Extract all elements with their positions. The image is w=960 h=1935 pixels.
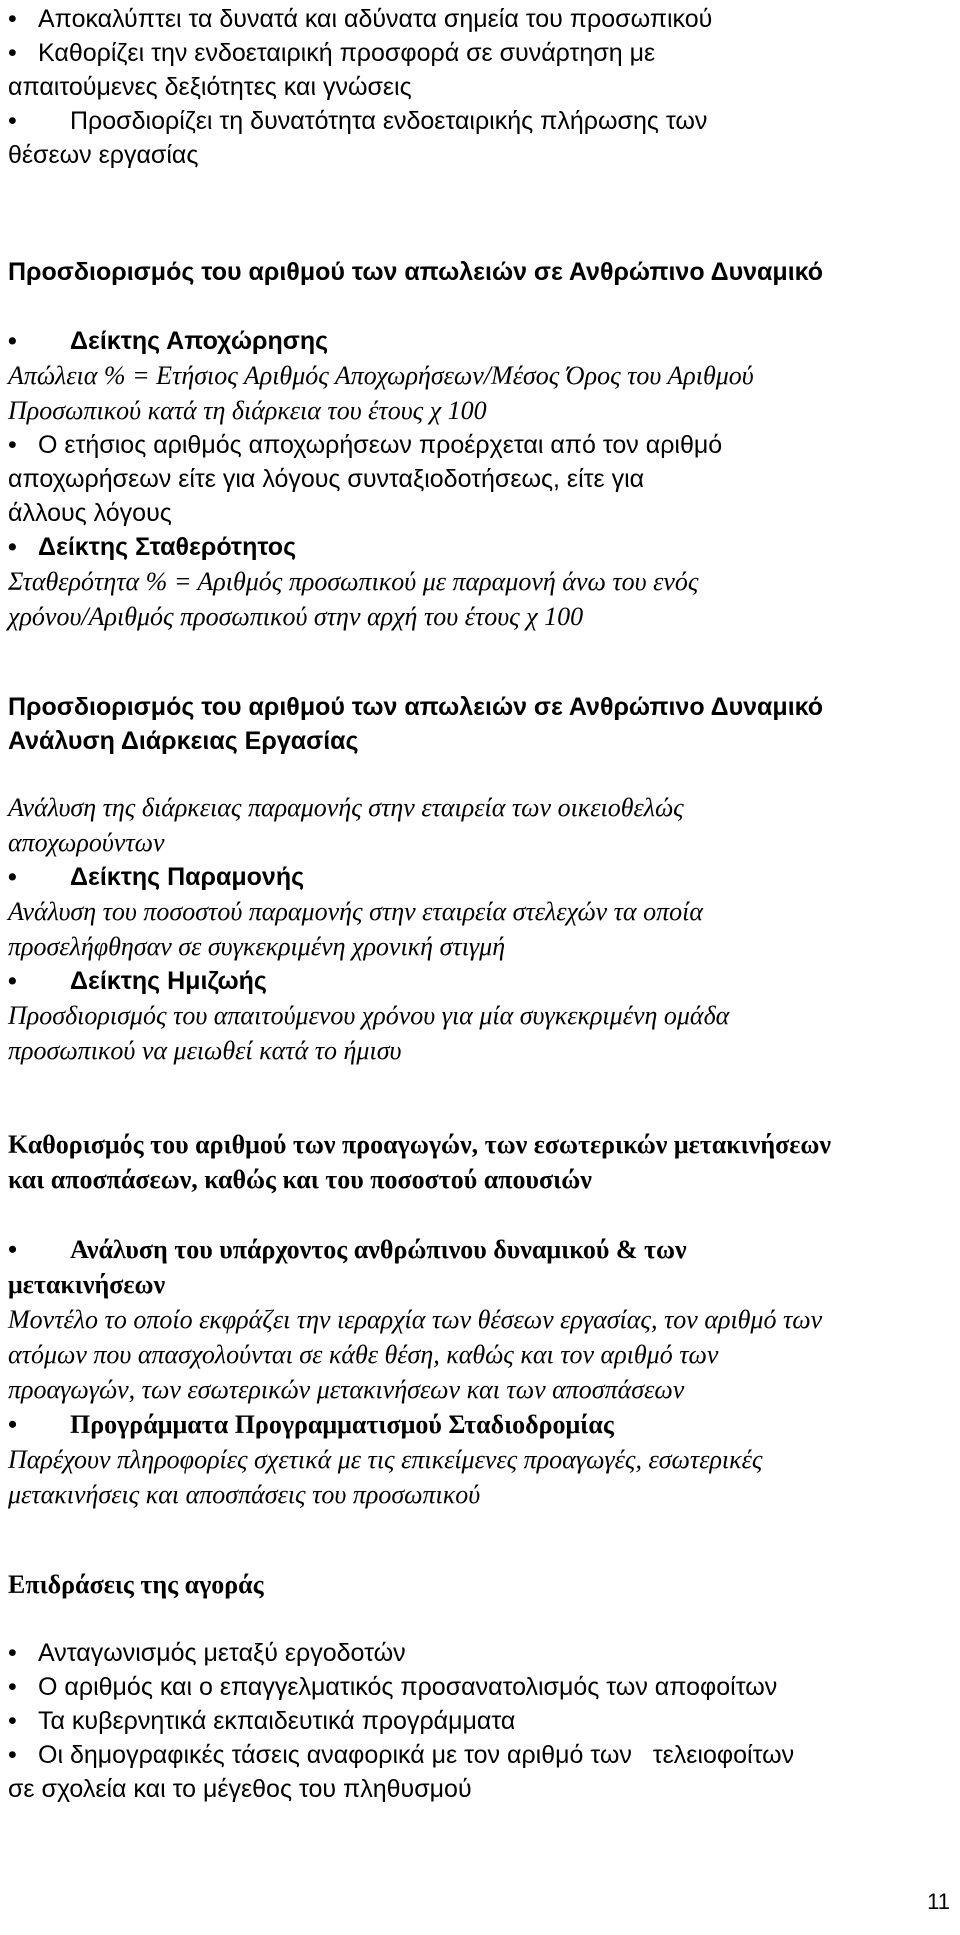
stay-text-2: προσελήφθησαν σε συγκεκριμένη χρονική στιγμή xyxy=(8,932,506,961)
intro-item-1: • Αποκαλύπτει τα δυνατά και αδύνατα σημεία του προσωπικού xyxy=(8,2,948,36)
analysis-title-1: • Ανάλυση του υπάρχοντος ανθρώπινου δυναμικού & των xyxy=(8,1232,948,1267)
withdrawal-note-3: άλλους λόγους xyxy=(8,499,172,527)
section2-body xyxy=(8,790,948,1068)
programs-title: • Προγράμματα Προγραμματισμού Σταδιοδρομίας xyxy=(8,1407,948,1442)
withdrawal-formula-2: Προσωπικού κατά τη διάρκεια του έτους χ 100 xyxy=(8,396,487,425)
bullet-icon: • xyxy=(8,1707,17,1735)
intro-item-2-cont: απαιτούμενες δεξιότητες και γνώσεις xyxy=(8,73,412,101)
analysis-text-1: Μοντέλο το οποίο εκφράζει την ιεραρχία των θέσεων εργασίας, τον αριθμό των xyxy=(8,1305,823,1334)
stay-text-1: Ανάλυση του ποσοστού παραμονής στην εταιρεία στελεχών τα οποία xyxy=(8,897,703,926)
bullet-icon: • xyxy=(8,431,17,459)
section3-heading: Καθορισμός του αριθμού των προαγωγών, των εσωτερικών μετακινήσεων και αποσπάσεων, καθώς και του ποσοστού απουσιών xyxy=(8,1130,831,1194)
intro-item-2: • Καθορίζει την ενδοεταιρική προσφορά σε συνάρτηση με xyxy=(8,36,948,70)
section3-body xyxy=(8,1232,948,1512)
programs-text-1: Παρέχουν πληροφορίες σχετικά με τις επικείμενες προαγωγές, εσωτερικές xyxy=(8,1445,763,1474)
withdrawal-index-title: • Δείκτης Αποχώρησης xyxy=(8,324,948,358)
analysis-title-2: μετακινήσεων xyxy=(8,1270,166,1299)
section1-body xyxy=(8,324,948,634)
bullet-icon: • xyxy=(8,863,17,891)
bullet-icon: • xyxy=(8,5,17,33)
market-item-4-cont: σε σχολεία και το μέγεθος του πληθυσμού xyxy=(8,1775,472,1803)
bullet-icon: • xyxy=(8,1235,18,1264)
section4-heading: Επιδράσεις της αγοράς xyxy=(8,1570,264,1599)
analysis-text-3: προαγωγών, των εσωτερικών μετακινήσεων και των αποσπάσεων xyxy=(8,1375,685,1404)
intro-bullet-list xyxy=(8,2,948,172)
withdrawal-formula-1: Απώλεια % = Ετήσιος Αριθμός Αποχωρήσεων/Μέσος Όρος του Αριθμού xyxy=(8,361,754,390)
bullet-icon: • xyxy=(8,1639,17,1667)
halflife-index-title: • Δείκτης Ημιζωής xyxy=(8,964,948,998)
bullet-icon: • xyxy=(8,967,17,995)
bullet-icon: • xyxy=(8,1410,18,1439)
stay-index-title: • Δείκτης Παραμονής xyxy=(8,860,948,894)
section2-intro-1: Ανάλυση της διάρκειας παραμονής στην εταιρεία των οικειοθελώς xyxy=(8,793,684,822)
withdrawal-note-2: αποχωρήσεων είτε για λόγους συνταξιοδοτήσεως, είτε για xyxy=(8,465,645,493)
market-item-2: • Ο αριθμός και ο επαγγελματικός προσανατολισμός των αποφοίτων xyxy=(8,1670,948,1704)
market-item-1: • Ανταγωνισμός μεταξύ εργοδοτών xyxy=(8,1636,948,1670)
withdrawal-note-1: • Ο ετήσιος αριθμός αποχωρήσεων προέρχεται από τον αριθμό xyxy=(8,428,948,462)
bullet-icon: • xyxy=(8,327,17,355)
stability-formula-2: χρόνου/Αριθμός προσωπικού στην αρχή του έτους χ 100 xyxy=(8,602,584,631)
section1-heading: Προσδιορισμός του αριθμού των απωλειών σε Ανθρώπινο Δυναμικό xyxy=(8,258,824,286)
halflife-text-1: Προσδιορισμός του απαιτούμενου χρόνου για μία συγκεκριμένη ομάδα xyxy=(8,1001,730,1030)
stability-index-title: • Δείκτης Σταθερότητος xyxy=(8,530,948,564)
programs-text-2: μετακινήσεις και αποσπάσεις του προσωπικού xyxy=(8,1480,481,1509)
market-effects-list xyxy=(8,1636,948,1806)
bullet-icon: • xyxy=(8,1741,17,1769)
bullet-icon: • xyxy=(8,1673,17,1701)
intro-item-3: • Προσδιορίζει τη δυνατότητα ενδοεταιρικής πλήρωσης των xyxy=(8,104,948,138)
halflife-text-2: προσωπικού να μειωθεί κατά το ήμισυ xyxy=(8,1036,402,1065)
intro-item-3-cont: θέσεων εργασίας xyxy=(8,141,199,169)
section2-heading: Προσδιορισμός του αριθμού των απωλειών σε Ανθρώπινο Δυναμικό Ανάλυση Διάρκειας Εργασίας xyxy=(8,693,824,755)
analysis-text-2: ατόμων που απασχολούνται σε κάθε θέση, καθώς και τον αριθμό των xyxy=(8,1340,719,1369)
stability-formula-1: Σταθερότητα % = Αριθμός προσωπικού με παραμονή άνω του ενός xyxy=(8,567,699,596)
section2-intro-2: αποχωρούντων xyxy=(8,828,165,857)
bullet-icon: • xyxy=(8,39,17,67)
page-number: 11 xyxy=(927,1889,950,1914)
market-item-4: • Οι δημογραφικές τάσεις αναφορικά με τον αριθμό των τελειοφοίτων xyxy=(8,1738,948,1772)
bullet-icon: • xyxy=(8,107,17,135)
bullet-icon: • xyxy=(8,533,17,561)
market-item-3: • Τα κυβερνητικά εκπαιδευτικά προγράμματα xyxy=(8,1704,948,1738)
